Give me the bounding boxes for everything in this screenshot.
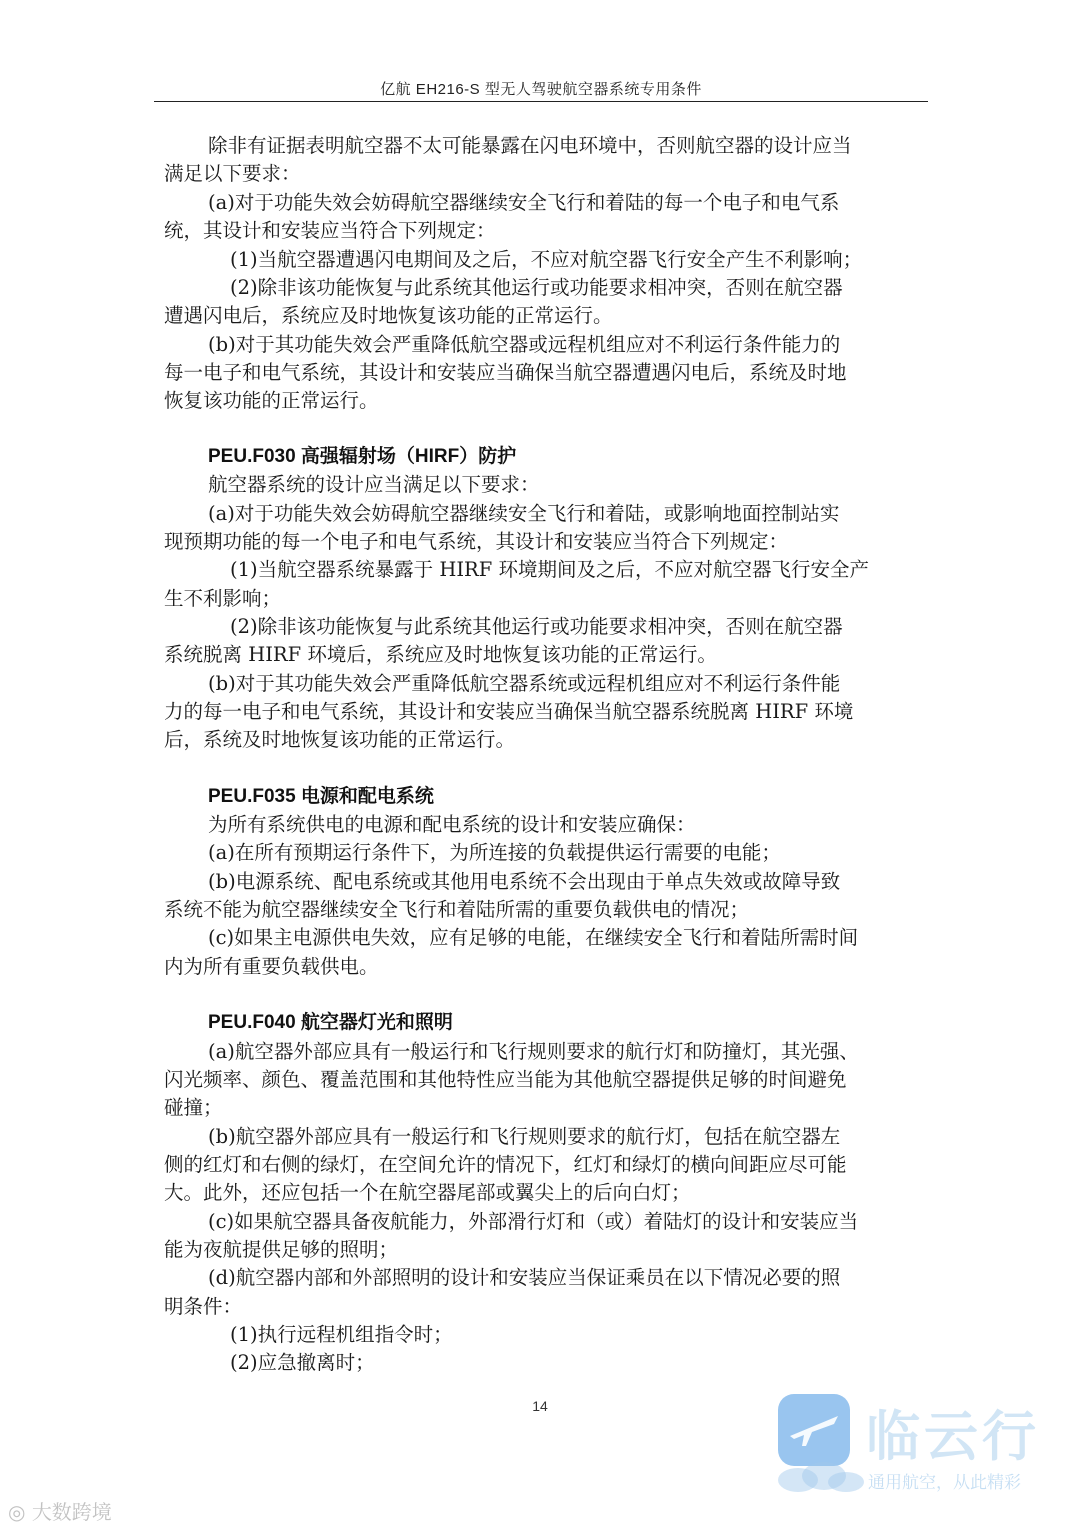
paragraph-line: 恢复该功能的正常运行。 (164, 389, 379, 412)
watermark-bottom-mark (8, 1496, 112, 1525)
paragraph-line: 碰撞； (164, 1096, 223, 1119)
paragraph-line: 大。此外，还应包括一个在航空器尾部或翼尖上的后向白灯； (164, 1181, 691, 1204)
section-heading-f030: PEU.F030 高强辐射场（HIRF）防护 (208, 446, 517, 467)
paragraph-line: (1)当航空器遭遇闪电期间及之后，不应对航空器飞行安全产生不利影响； (230, 248, 863, 271)
paragraph-line: (a)航空器外部应具有一般运行和飞行规则要求的航行灯和防撞灯，其光强、 (208, 1040, 859, 1063)
paragraph-line: 能为夜航提供足够的照明； (164, 1238, 399, 1261)
airplane-icon (776, 1392, 852, 1468)
paragraph-line: 现预期功能的每一个电子和电气系统，其设计和安装应当符合下列规定： (164, 530, 789, 553)
weibo-icon: ◎ (8, 1500, 32, 1524)
paragraph-line: 每一电子和电气系统，其设计和安装应当确保当航空器遭遇闪电后，系统及时地 (164, 361, 847, 384)
paragraph-line: (1)当航空器系统暴露于 HIRF 环境期间及之后，不应对航空器飞行安全产 (230, 558, 869, 581)
paragraph-line: (b)对于其功能失效会严重降低航空器或远程机组应对不利运行条件能力的 (208, 333, 841, 356)
paragraph-line: 系统脱离 HIRF 环境后，系统应及时地恢复该功能的正常运行。 (164, 643, 717, 666)
paragraph-line: 除非有证据表明航空器不太可能暴露在闪电环境中，否则航空器的设计应当 (208, 134, 852, 157)
watermark-brand: 临云行 (866, 1405, 1040, 1468)
paragraph-line: 明条件： (164, 1295, 243, 1318)
paragraph-line: 系统不能为航空器继续安全飞行和着陆所需的重要负载供电的情况； (164, 898, 750, 921)
paragraph-line: 内为所有重要负载供电。 (164, 955, 379, 978)
paragraph-line: 后，系统及时地恢复该功能的正常运行。 (164, 728, 516, 751)
paragraph-line: (2)应急撤离时； (230, 1351, 375, 1374)
section-heading-f040: PEU.F040 航空器灯光和照明 (208, 1012, 453, 1033)
paragraph-line: 为所有系统供电的电源和配电系统的设计和安装应确保： (208, 813, 696, 836)
watermark-bottom-text: 大数跨境 (31, 1500, 112, 1524)
paragraph-line: (d)航空器内部和外部照明的设计和安装应当保证乘员在以下情况必要的照 (208, 1266, 841, 1289)
paragraph-line: (a)对于功能失效会妨碍航空器继续安全飞行和着陆，或影响地面控制站实 (208, 502, 840, 525)
paragraph-line: 航空器系统的设计应当满足以下要求： (208, 473, 540, 496)
paragraph-line: 侧的红灯和右侧的绿灯，在空间允许的情况下，红灯和绿灯的横向间距应尽可能 (164, 1153, 847, 1176)
paragraph-line: (c)如果航空器具备夜航能力，外部滑行灯和（或）着陆灯的设计和安装应当 (208, 1210, 859, 1233)
paragraph-line: (b)电源系统、配电系统或其他用电系统不会出现由于单点失效或故障导致 (208, 870, 841, 893)
paragraph-line: (a)对于功能失效会妨碍航空器继续安全飞行和着陆的每一个电子和电气系 (208, 191, 840, 214)
paragraph-line: 力的每一电子和电气系统，其设计和安装应当确保当航空器系统脱离 HIRF 环境 (164, 700, 854, 723)
paragraph-line: (c)如果主电源供电失效，应有足够的电能，在继续安全飞行和着陆所需时间 (208, 926, 859, 949)
paragraph-line: (b)对于其功能失效会严重降低航空器系统或远程机组应对不利运行条件能 (208, 672, 841, 695)
paragraph-line: 满足以下要求： (164, 162, 301, 185)
paragraph-line: (b)航空器外部应具有一般运行和飞行规则要求的航行灯，包括在航空器左 (208, 1125, 841, 1148)
paragraph-line: 遭遇闪电后，系统应及时地恢复该功能的正常运行。 (164, 304, 613, 327)
document-header-title: 亿航 EH216-S 型无人驾驶航空器系统专用条件 (380, 81, 702, 98)
page-number: 14 (532, 1398, 548, 1414)
section-heading-f035: PEU.F035 电源和配电系统 (208, 786, 434, 807)
paragraph-line: (2)除非该功能恢复与此系统其他运行或功能要求相冲突，否则在航空器 (230, 276, 843, 299)
watermark-logo (776, 1392, 1066, 1502)
paragraph-line: 生不利影响； (164, 587, 282, 610)
paragraph-line: (a)在所有预期运行条件下，为所连接的负载提供运行需要的电能； (208, 841, 781, 864)
watermark-slogan: 通用航空，从此精彩 (868, 1473, 1021, 1493)
paragraph-line: (1)执行远程机组指令时； (230, 1323, 453, 1346)
cloud-icon (776, 1458, 866, 1494)
paragraph-line: (2)除非该功能恢复与此系统其他运行或功能要求相冲突，否则在航空器 (230, 615, 843, 638)
paragraph-line: 闪光频率、颜色、覆盖范围和其他特性应当能为其他航空器提供足够的时间避免 (164, 1068, 847, 1091)
paragraph-line: 统，其设计和安装应当符合下列规定： (164, 219, 496, 242)
